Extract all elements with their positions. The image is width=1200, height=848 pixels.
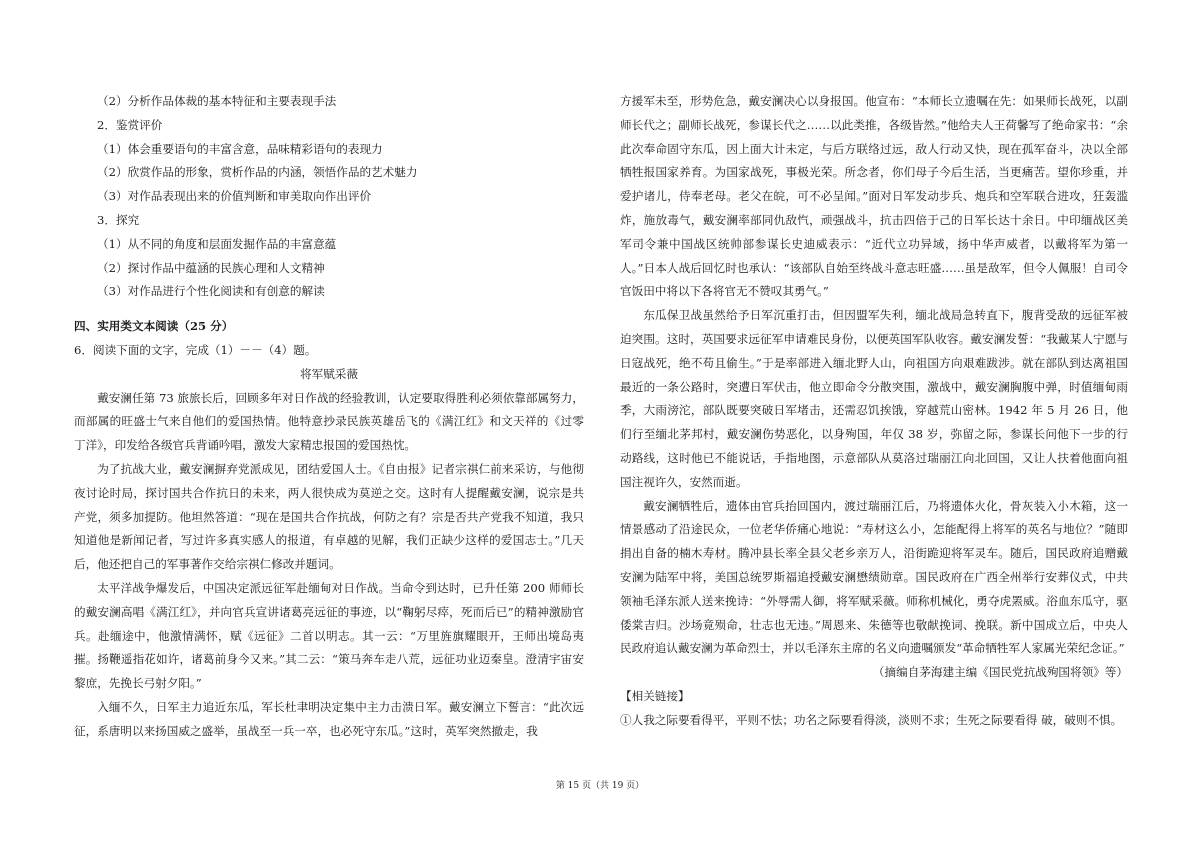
related-link-item: ①人我之际要看得平，平则不怯；功名之际要看得淡，淡则不求；生死之际要看得 破，破则不惧。 [620, 712, 1123, 727]
left-column [74, 90, 584, 744]
outline-item: （2）分析作品体裁的基本特征和主要表现手法 [97, 94, 337, 108]
outline-heading: 2．鉴赏评价 [97, 117, 163, 132]
source-citation: （摘编自茅海建主编《国民党抗战殉国将领》等） [872, 665, 1128, 680]
question-prompt: 6．阅读下面的文字，完成（1）－－（4）题。 [74, 342, 317, 357]
article-paragraph-continued: 方援军未至，形势危急，戴安澜决心以身报国。他宣布：“本师长立遗嘱在先：如果师长战死，以副师长代之；副师长战死，参谋长代之……以此类推，各级皆然。”他给夫人王荷馨写了绝命家书：“余此次奉命固守东瓜，因上面大计未定，与后方联络过远，敌人行动又快，现在孤军奋斗，决以全部牺牲报国家养育。为国家战死，事极光荣。所念者，你们母子今后生活，当更痛苦。望你珍重，并爱护诸儿，侍奉老母。老父在皖，可不必呈闻。”面对日军发动步兵、炮兵和空军联合进攻，狂轰滥炸，施放毒气，戴安澜率部同仇敌忾，顽强战斗，抗击四倍于己的日军长达十余日。中印缅战区美军司令兼中国战区统帅部参谋长史迪威表示：“近代立功异域，扬中华声威者，以戴将军为第一人。”日本人战后回忆时也承认：“该部队自始至终战斗意志旺盛……虽是敌军，但令人佩服！自司令官饭田中将以下各将官无不赞叹其勇气。” [620, 94, 1128, 299]
related-link-heading: 【相关链接】 [620, 688, 690, 703]
outline-item: （2）欣赏作品的形象，赏析作品的内涵，领悟作品的艺术魅力 [97, 165, 418, 180]
outline-item: （1）体会重要语句的丰富含意，品味精彩语句的表现力 [97, 141, 383, 156]
outline-item: （1）从不同的角度和层面发掘作品的丰富意蕴 [97, 236, 337, 251]
section-heading: 四、实用类文本阅读（25 分） [74, 319, 234, 334]
article-paragraph: 戴安澜任第 73 旅旅长后，回顾多年对日作战的经验教训，认定要取得胜利必须依靠部属努力，而部属的旺盛士气来自他们的爱国热情。他特意抄录民族英雄岳飞的《满江红》和文天祥的《过零丁洋》，印发给各级官兵背诵吟唱，激发大家精忠报国的爱国热忱。 [74, 390, 584, 453]
outline-item: （3）对作品进行个性化阅读和有创意的解读 [97, 284, 325, 299]
outline-item: （3）对作品表现出来的价值判断和审美取向作出评价 [97, 189, 372, 204]
article-paragraph: 太平洋战争爆发后，中国决定派远征军赴缅甸对日作战。当命令到达时，已升任第 200 师师长的戴安澜高唱《满江红》，并向官兵宣讲诸葛亮远征的事迹，以“鞠躬尽瘁，死而后已”的精神激励官兵。赴缅途中，他激情满怀，赋《远征》二首以明志。其一云：“万里旌旗耀眼开，王师出境岛夷摧。扬鞭遥指花如许，诸葛前身今又来。”其二云：“策马奔车走八荒，远征功业迈秦皇。澄清宇宙安黎庶，先挽长弓射夕阳。” [74, 580, 584, 691]
page-number: 第 15 页（共 19 页） [555, 781, 645, 791]
article-paragraph: 东瓜保卫战虽然给予日军沉重打击，但因盟军失利，缅北战局急转直下，腹背受敌的远征军被迫突围。这时，英国要求远征军申请难民身份，以便英国军队收容。戴安澜发誓：“我戴某人宁愿与日寇战死，绝不苟且偷生。”于是率部进入缅北野人山，向祖国方向艰难跋涉。就在部队到达离祖国最近的一条公路时，突遭日军伏击，他立即命令分散突围，激战中，戴安澜胸腹中弹，时值缅甸雨季，大雨滂沱，部队既要突破日军堵击，还需忍饥挨饿，穿越荒山密林。1942 年 5 月 26 日，他们行至缅北茅邦村，戴安澜伤势恶化，以身殉国，年仅 38 岁，弥留之际，参谋长问他下一步的行动路线，这时他已不能说话，手指地图，示意部队从莫洛过瑞丽江向北回国，又让人扶着他面向祖国注视许久，安然而逝。 [620, 308, 1128, 489]
outline-item: （2）探讨作品中蕴涵的民族心理和人文精神 [97, 260, 325, 275]
article-title: 将军赋采薇 [300, 366, 358, 381]
article-paragraph: 戴安澜牺牲后，遗体由官兵抬回国内，渡过瑞丽江后，乃将遗体火化，骨灰装入小木箱，这一情景感动了沿途民众，一位老华侨痛心地说：“寿材这么小，怎能配得上将军的英名与地位？”随即捐出自备的楠木寿材。腾冲县长率全县父老乡亲万人，沿街跪迎将军灵车。随后，国民政府追赠戴安澜为陆军中将，美国总统罗斯福追授戴安澜懋绩勋章。国民政府在广西全州举行安葬仪式，中共领袖毛泽东派人送来挽诗：“外辱需人御，将军赋采薇。师称机械化，勇夺虎罴威。浴血东瓜守，驱倭棠吉归。沙场竟殒命，壮志也无违。”周恩来、朱德等也敬献挽词、挽联。新中国成立后，中央人民政府追认戴安澜为革命烈士，并以毛泽东主席的名义向遗嘱颁发“革命牺牲军人家属光荣纪念证。” [620, 498, 1128, 656]
outline-heading: 3．探究 [97, 212, 140, 227]
article-paragraph: 入缅不久，日军主力追近东瓜，军长杜聿明决定集中主力击溃日军。戴安澜立下誓言：“此次远征，系唐明以来扬国威之盛举，虽战至一兵一卒，也必死守东瓜。”这时，英军突然撤走，我 [74, 699, 584, 738]
right-column [620, 90, 1128, 733]
article-paragraph: 为了抗战大业，戴安澜摒弃党派成见，团结爱国人士。《自由报》记者宗祺仁前来采访，与他彻夜讨论时局，探讨国共合作抗日的未来，两人很快成为莫逆之交。这时有人提醒戴安澜，说宗是共产党，须多加提防。他坦然答道：“现在是国共合作抗战，何防之有？宗是否共产党我不知道，我只知道他是新闻记者，写过许多真实感人的报道，有卓越的见解，我们正缺少这样的爱国志士。”几天后，他还把自己的军事著作交给宗祺仁修改并题词。 [74, 461, 584, 572]
